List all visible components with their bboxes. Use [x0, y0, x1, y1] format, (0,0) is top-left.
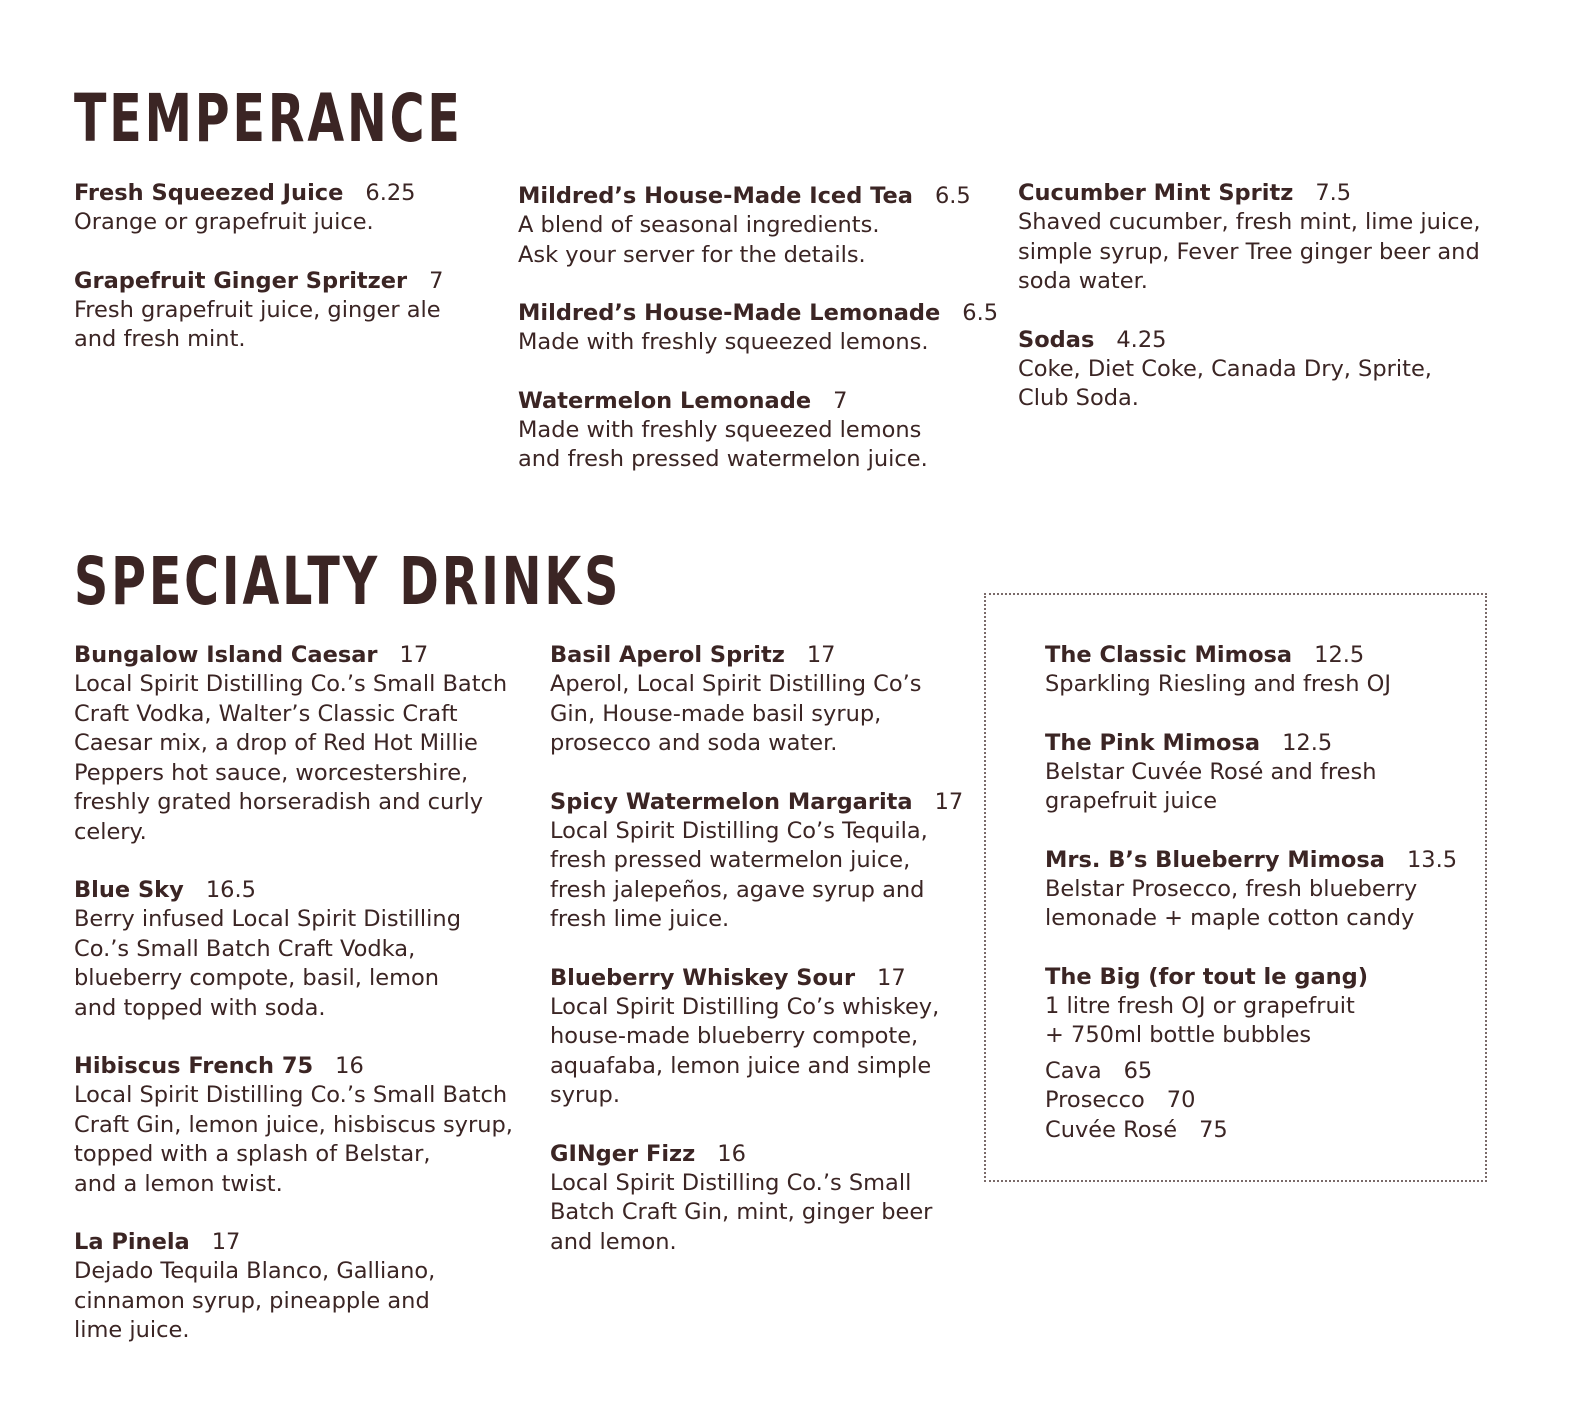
- menu-item-head: [550, 1139, 970, 1169]
- menu-item-head: [550, 787, 970, 817]
- menu-item-desc: house-made blueberry compote,: [550, 1023, 919, 1049]
- menu-item-head: [74, 1051, 514, 1081]
- big-option-cuvee-rose: [1045, 1116, 1465, 1146]
- menu-item: [74, 1051, 514, 1199]
- temperance-title: TEMPERANCE: [74, 80, 463, 157]
- menu-item-name: Mildred’s House-Made Iced Tea: [518, 183, 913, 209]
- menu-item-desc: Shaved cucumber, fresh mint, lime juice,: [1018, 209, 1481, 235]
- menu-item-desc: fresh jalepeños, agave syrup and: [550, 876, 925, 903]
- temperance-col-2: [518, 181, 999, 503]
- menu-item-name: Bungalow Island Caesar: [74, 642, 378, 668]
- menu-item-desc: fresh lime juice.: [550, 906, 730, 932]
- menu-item-desc: and fresh pressed watermelon juice.: [518, 446, 928, 472]
- menu-item-desc: Local Spirit Distilling Co.’s Small: [550, 1169, 912, 1196]
- menu-item-desc: Co.’s Small Batch Craft Vodka,: [74, 935, 416, 962]
- mimosa-list: [1045, 640, 1465, 934]
- menu-item-name: Blueberry Whiskey Sour: [550, 964, 856, 991]
- big-item-desc-0: 1 litre fresh OJ or grapefruit: [1045, 992, 1355, 1019]
- menu-item-desc: prosecco and soda water.: [550, 730, 838, 756]
- menu-item-price: 12.5: [1282, 729, 1333, 756]
- menu-item-price: 17: [934, 788, 964, 815]
- menu-item-desc: Made with freshly squeezed lemons: [518, 416, 922, 443]
- menu-item-name: The Pink Mimosa: [1045, 729, 1261, 756]
- menu-item-name: Basil Aperol Spritz: [550, 642, 785, 668]
- big-item-head: [1045, 962, 1465, 992]
- menu-item: [550, 787, 970, 935]
- menu-item-head: [74, 178, 494, 208]
- menu-item-price: 4.25: [1116, 326, 1167, 353]
- big-option-price: 75: [1199, 1116, 1228, 1143]
- menu-item-price: 16: [335, 1053, 364, 1079]
- menu-item-price: 16.5: [205, 877, 256, 903]
- menu-item-desc: celery.: [74, 818, 147, 845]
- menu-item-price: 13.5: [1406, 846, 1458, 873]
- menu-item-price: 7: [833, 387, 848, 414]
- menu-item-head: [1045, 640, 1465, 670]
- menu-item: [74, 266, 494, 355]
- menu-item-desc: and a lemon twist.: [74, 1170, 283, 1197]
- menu-item-desc: soda water.: [1018, 268, 1148, 294]
- menu-item-desc: Gin, House-made basil syrup,: [550, 700, 882, 727]
- mimosa-col: [1045, 640, 1465, 1173]
- menu-item-desc: Aperol, Local Spirit Distilling Co’s: [550, 671, 922, 697]
- specialty-col-2: [550, 640, 970, 1285]
- menu-item-desc: aquafaba, lemon juice and simple: [550, 1052, 932, 1079]
- big-option-price: 70: [1166, 1087, 1196, 1113]
- menu-item-price: 17: [399, 642, 429, 668]
- menu-item: [1045, 845, 1465, 934]
- menu-item-desc: Sparkling Riesling and fresh OJ: [1045, 671, 1391, 697]
- menu-item-desc: syrup.: [550, 1082, 620, 1108]
- big-item: [1045, 962, 1465, 1146]
- specialty-col-1: [74, 640, 514, 1374]
- menu-item-head: [74, 640, 514, 670]
- menu-item-desc: and fresh mint.: [74, 326, 246, 352]
- menu-item-price: 7.5: [1315, 180, 1352, 206]
- menu-item-name: Grapefruit Ginger Spritzer: [74, 267, 408, 294]
- menu-item: [74, 875, 514, 1023]
- menu-item: [518, 386, 978, 475]
- menu-item-name: Fresh Squeezed Juice: [74, 180, 344, 206]
- menu-item-desc: Batch Craft Gin, mint, ginger beer: [550, 1199, 933, 1225]
- menu-item: [550, 1139, 970, 1258]
- menu-item-desc: Ask your server for the details.: [518, 241, 866, 268]
- menu-item: [550, 963, 970, 1111]
- menu-item: [518, 298, 999, 358]
- big-item-name: The Big (for tout le gang): [1045, 963, 1369, 990]
- menu-item-desc: Craft Vodka, Walter’s Classic Craft: [74, 700, 458, 727]
- menu-item-desc: simple syrup, Fever Tree ginger beer and: [1018, 238, 1480, 265]
- menu-item: [1045, 640, 1465, 700]
- menu-item-desc: Club Soda.: [1018, 385, 1139, 411]
- temperance-col-3: [1018, 178, 1498, 442]
- menu-item-desc: Craft Gin, lemon juice, hisbiscus syrup,: [74, 1111, 513, 1138]
- temperance-col-1: [74, 178, 494, 383]
- menu-item-desc: grapefruit juice: [1045, 788, 1218, 814]
- menu-item-price: 6.25: [365, 180, 416, 206]
- menu-item-price: 16: [717, 1140, 746, 1167]
- menu-item-head: [518, 298, 999, 328]
- menu-item-desc: Belstar Cuvée Rosé and fresh: [1045, 758, 1377, 785]
- menu-item-name: The Classic Mimosa: [1045, 642, 1293, 668]
- menu-item-desc: blueberry compote, basil, lemon: [74, 965, 440, 991]
- menu-item-desc: Coke, Diet Coke, Canada Dry, Sprite,: [1018, 355, 1432, 382]
- big-option-label: Cava: [1045, 1057, 1102, 1084]
- menu-item-name: Watermelon Lemonade: [518, 387, 812, 414]
- menu-item-desc: lime juice.: [74, 1317, 190, 1343]
- menu-item-head: [74, 875, 514, 905]
- menu-item-price: 7: [429, 267, 444, 294]
- menu-item-head: [1018, 325, 1498, 355]
- menu-item-name: GINger Fizz: [550, 1140, 696, 1167]
- menu-item: [550, 640, 970, 759]
- menu-item: [1045, 728, 1465, 817]
- menu-item-desc: A blend of seasonal ingredients.: [518, 212, 880, 238]
- menu-item-price: 17: [806, 642, 836, 668]
- menu-item-name: Spicy Watermelon Margarita: [550, 788, 913, 815]
- menu-item-head: [1018, 178, 1498, 208]
- menu-item-name: Hibiscus French 75: [74, 1053, 314, 1079]
- menu-item-desc: Dejado Tequila Blanco, Galliano,: [74, 1258, 436, 1284]
- menu-item: [1018, 325, 1498, 414]
- menu-item: [74, 1227, 514, 1346]
- menu-item-name: Mildred’s House-Made Lemonade: [518, 300, 941, 326]
- big-option-label: Prosecco: [1045, 1087, 1145, 1113]
- big-item-desc-1: + 750ml bottle bubbles: [1045, 1022, 1312, 1048]
- menu-item-name: La Pinela: [74, 1229, 190, 1255]
- menu-item-name: Mrs. B’s Blueberry Mimosa: [1045, 846, 1385, 873]
- menu-item-name: Cucumber Mint Spritz: [1018, 180, 1294, 206]
- menu-item-desc: and lemon.: [550, 1228, 677, 1255]
- menu-item-name: Blue Sky: [74, 877, 184, 903]
- menu-item-head: [550, 963, 970, 993]
- menu-item: [518, 181, 978, 270]
- menu-item-price: 6.5: [934, 183, 971, 209]
- menu-item-desc: fresh pressed watermelon juice,: [550, 847, 911, 873]
- menu-item-desc: freshly grated horseradish and curly: [74, 789, 484, 815]
- menu-item-head: [1045, 728, 1465, 758]
- menu-item-desc: cinnamon syrup, pineapple and: [74, 1287, 430, 1314]
- menu-item-desc: Berry infused Local Spirit Distilling: [74, 906, 461, 932]
- menu-item-name: Sodas: [1018, 326, 1095, 353]
- menu-item-price: 17: [211, 1229, 241, 1255]
- menu-item-desc: Orange or grapefruit juice.: [74, 209, 374, 235]
- menu-item: [1018, 178, 1498, 297]
- menu-item-desc: and topped with soda.: [74, 994, 326, 1021]
- menu-item-head: [1045, 845, 1465, 875]
- big-option-label: Cuvée Rosé: [1045, 1116, 1178, 1143]
- big-option-cava: [1045, 1057, 1465, 1087]
- big-option-price: 65: [1123, 1057, 1153, 1084]
- big-option-prosecco: [1045, 1086, 1465, 1116]
- menu-item-head: [550, 640, 970, 670]
- menu-item-desc: topped with a splash of Belstar,: [74, 1141, 431, 1167]
- menu-item-desc: Fresh grapefruit juice, ginger ale: [74, 296, 441, 323]
- menu-item-desc: Belstar Prosecco, fresh blueberry: [1045, 875, 1418, 902]
- menu-item-head: [74, 1227, 514, 1257]
- menu-item-head: [518, 386, 978, 416]
- menu-item-head: [518, 181, 978, 211]
- menu-item-desc: Made with freshly squeezed lemons.: [518, 329, 929, 355]
- menu-item-price: 6.5: [962, 300, 999, 326]
- menu-item: [74, 178, 494, 238]
- menu-item-desc: Local Spirit Distilling Co’s whiskey,: [550, 993, 940, 1020]
- menu-item-desc: Caesar mix, a drop of Red Hot Millie: [74, 730, 478, 756]
- menu-item-desc: Local Spirit Distilling Co’s Tequila,: [550, 817, 928, 844]
- menu-item-desc: Local Spirit Distilling Co.’s Small Batch: [74, 671, 508, 697]
- menu-item-desc: lemonade + maple cotton candy: [1045, 905, 1415, 931]
- menu-item-price: 17: [877, 964, 906, 991]
- menu-item: [74, 640, 514, 847]
- menu-item-desc: Local Spirit Distilling Co.’s Small Batch: [74, 1082, 508, 1108]
- menu-item-price: 12.5: [1314, 642, 1365, 668]
- specialty-drinks-title: SPECIALTY DRINKS: [74, 543, 622, 620]
- menu-item-desc: Peppers hot sauce, worcestershire,: [74, 759, 469, 786]
- menu-item-head: [74, 266, 494, 296]
